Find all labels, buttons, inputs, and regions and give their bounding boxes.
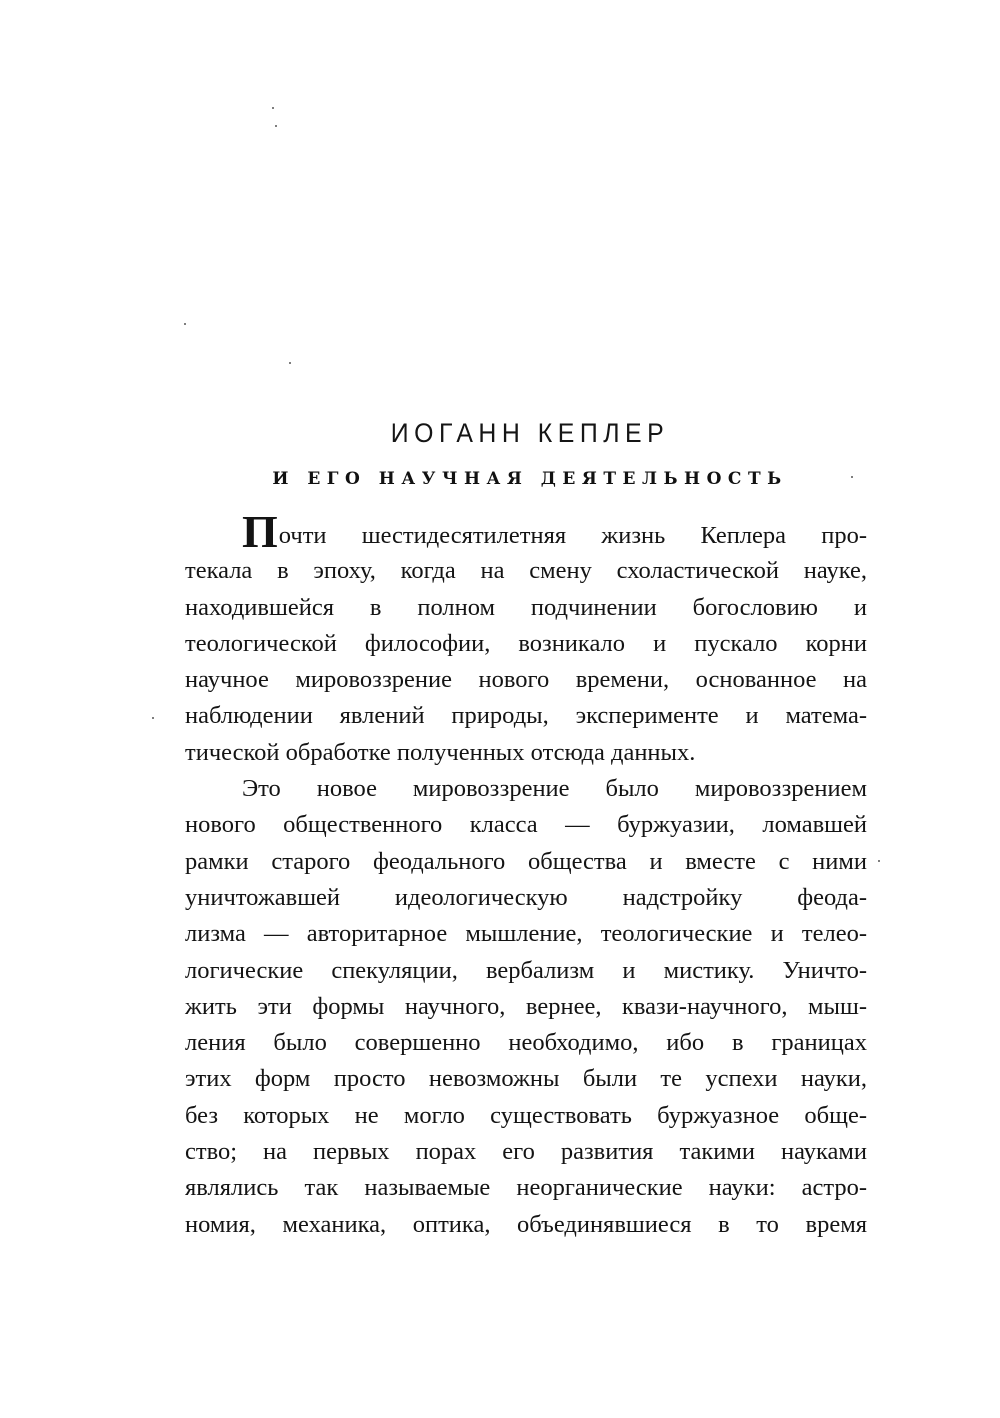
text-line: лизма — авторитарное мышление, теологические и телео-	[185, 920, 867, 948]
paragraph-2	[185, 771, 867, 1243]
text-line: жить эти формы научного, вернее, квази-научного, мыш-	[185, 992, 867, 1020]
line-text: очти шестидесятилетняя жизнь Кеплера про-	[278, 522, 867, 549]
text-line: ство; на первых порах его развития такими науками	[185, 1138, 867, 1166]
scan-speck	[152, 717, 154, 719]
text-line: этих форм просто невозможны были те успехи науки,	[185, 1065, 867, 1093]
text-line: являлись так называемые неорганические науки: астро-	[185, 1174, 867, 1202]
text-line	[185, 506, 867, 557]
text-line: номия, механика, оптика, объединявшиеся в то время	[185, 1210, 867, 1238]
text-line: теологической философии, возникало и пускало корни	[185, 629, 867, 657]
text-line: рамки старого феодального общества и вместе с ними	[185, 847, 867, 875]
scan-speck	[878, 860, 880, 862]
body-text	[185, 506, 867, 1243]
text-line: текала в эпоху, когда на смену схоластической науке,	[185, 557, 867, 585]
chapter-title: ИОГАНН КЕПЛЕР	[390, 418, 670, 448]
text-line: научное мировоззрение нового времени, основанное на	[185, 666, 867, 694]
drop-cap: П	[242, 506, 278, 557]
text-line: тической обработке полученных отсюда данных.	[185, 738, 696, 766]
text-line: ления было совершенно необходимо, ибо в границах	[185, 1029, 867, 1057]
scan-speck	[275, 125, 277, 127]
scan-speck	[289, 362, 291, 364]
text-line: логические спекуляции, вербализм и мистику. Уничто-	[185, 956, 867, 984]
text-line: Это новое мировоззрение было мировоззрением	[242, 775, 867, 803]
text-line: наблюдении явлений природы, эксперименте и матема-	[185, 702, 867, 730]
scan-speck	[184, 323, 186, 325]
text-line: без которых не могло существовать буржуазное обще-	[185, 1101, 867, 1129]
scan-speck	[272, 107, 274, 109]
paragraph-1	[185, 506, 867, 771]
text-line: уничтожавшей идеологическую надстройку феода-	[185, 883, 867, 911]
text-line: нового общественного класса — буржуазии, ломавшей	[185, 811, 867, 839]
text-line: находившейся в полном подчинении богословию и	[185, 593, 867, 621]
chapter-subtitle: И ЕГО НАУЧНАЯ ДЕЯТЕЛЬНОСТЬ	[272, 469, 788, 489]
